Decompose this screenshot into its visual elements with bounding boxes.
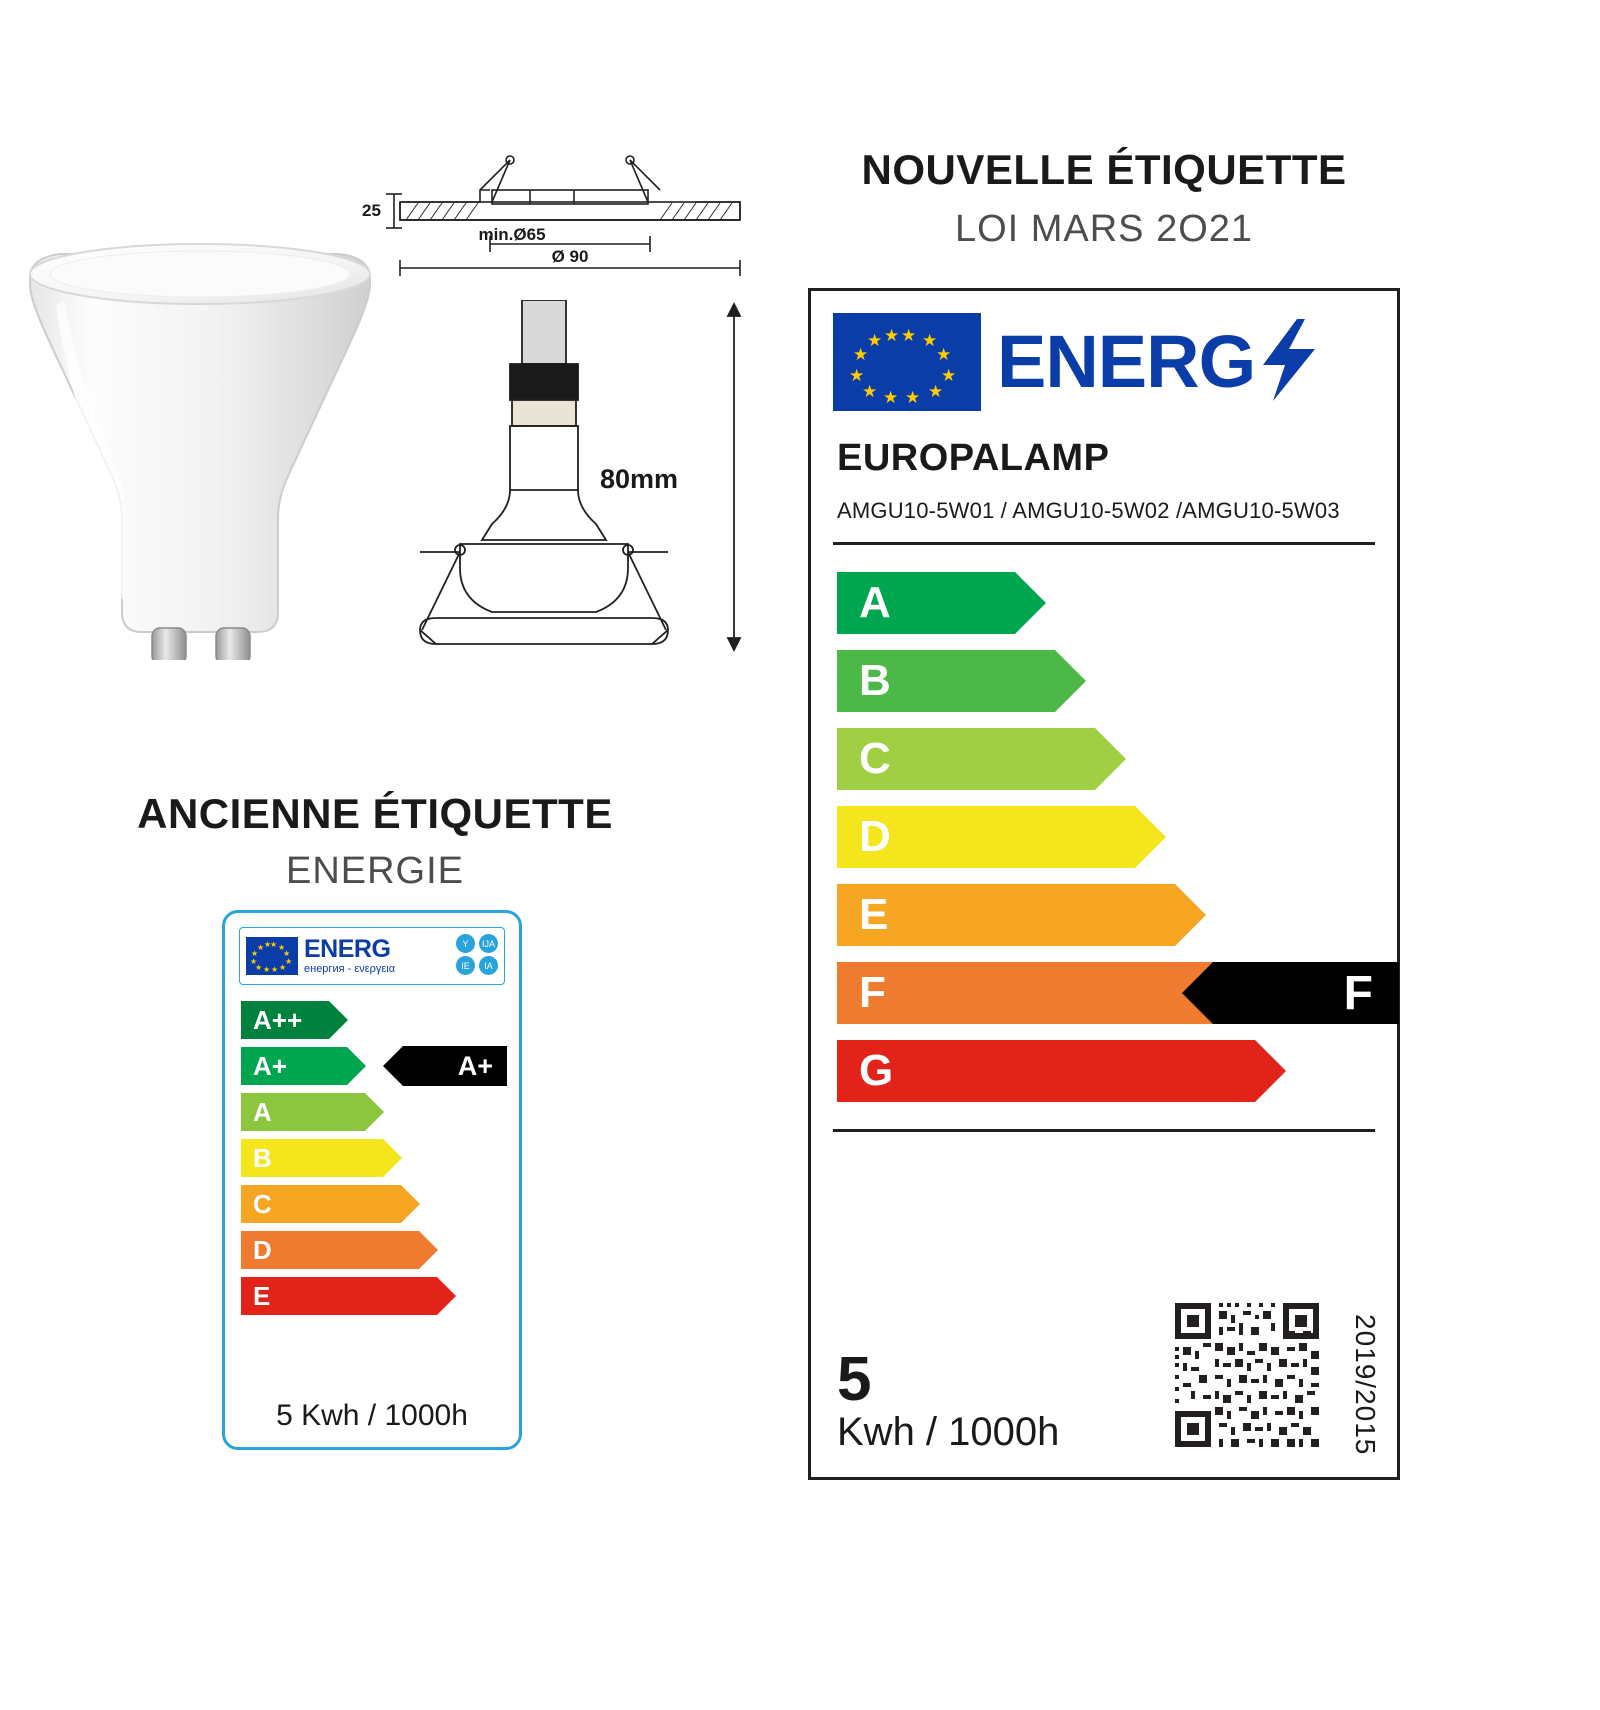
old-selected-class-letter: A+ <box>457 1050 493 1081</box>
class-row-b <box>837 645 1397 717</box>
old-badge-group <box>456 934 498 978</box>
eu-flag-icon: ★ ★ ★ ★ ★ ★ ★ ★ ★ ★ ★ ★ <box>833 313 981 411</box>
bulb-illustration <box>20 240 420 660</box>
old-class-row-b <box>241 1135 519 1181</box>
dim-height-label: 80mm <box>599 464 678 494</box>
dim-depth-label: 25 <box>362 201 381 220</box>
old-energy-class-scale <box>225 985 519 1319</box>
consumption-block <box>837 1345 1060 1455</box>
old-class-letter-b: B <box>253 1142 272 1173</box>
old-class-row-ap <box>241 1043 519 1089</box>
class-letter-e: E <box>859 890 889 939</box>
class-bar-f <box>837 962 1215 1024</box>
old-class-row-app <box>241 997 519 1043</box>
dimension-drawing-top <box>360 150 780 295</box>
old-class-row-a <box>241 1089 519 1135</box>
dimension-drawing-side <box>400 300 780 695</box>
badge-ija: IJA <box>479 934 498 953</box>
old-class-bar-d <box>241 1231 419 1269</box>
new-label-subtitle: LOI MARS 2O21 <box>954 208 1254 250</box>
class-letter-b: B <box>859 656 891 705</box>
energy-class-scale <box>811 545 1397 1107</box>
regulation-number: 2019/2015 <box>1350 1313 1381 1455</box>
class-row-d <box>837 801 1397 873</box>
model-numbers: AMGU10-5W01 / AMGU10-5W02 /AMGU10-5W03 <box>837 498 1340 523</box>
divider-bottom <box>833 1129 1375 1132</box>
class-bar-e <box>837 884 1175 946</box>
dim-cutout-label: min.Ø65 <box>478 225 546 244</box>
old-class-letter-ap: A+ <box>253 1050 287 1081</box>
new-label-title: NOUVELLE ÉTIQUETTE <box>861 146 1347 193</box>
selected-class-letter: F <box>1343 966 1373 1020</box>
old-class-letter-a: A <box>253 1096 272 1127</box>
old-class-bar-a <box>241 1093 365 1131</box>
qr-code-icon <box>1171 1299 1323 1451</box>
energ-header <box>811 291 1397 411</box>
old-class-letter-app: A++ <box>253 1004 303 1035</box>
old-class-letter-c: C <box>253 1188 272 1219</box>
old-label-subtitle: ENERGIE <box>285 850 465 892</box>
old-class-bar-app <box>241 1001 329 1039</box>
class-row-c <box>837 723 1397 795</box>
old-class-bar-e <box>241 1277 437 1315</box>
badge-ie: IE <box>456 956 475 975</box>
old-class-letter-d: D <box>253 1234 272 1265</box>
class-letter-c: C <box>859 734 891 783</box>
dim-outer-label: Ø 90 <box>551 247 589 266</box>
old-consumption-text: 5 Kwh / 1000h <box>276 1399 468 1432</box>
old-class-bar-b <box>241 1139 383 1177</box>
badge-ia: IA <box>479 956 498 975</box>
class-row-e <box>837 879 1397 951</box>
old-energy-label <box>222 910 522 1450</box>
class-row-g <box>837 1035 1397 1107</box>
selected-class-marker <box>1213 962 1399 1024</box>
class-letter-f: F <box>859 968 886 1017</box>
class-bar-b <box>837 650 1055 712</box>
old-energ-wordmark <box>304 937 395 975</box>
class-letter-a: A <box>859 578 891 627</box>
old-label-title: ANCIENNE ÉTIQUETTE <box>137 790 613 837</box>
badge-row-1 <box>456 934 498 953</box>
new-energy-label <box>808 288 1400 1480</box>
class-row-a <box>837 567 1397 639</box>
old-class-letter-e: E <box>253 1280 271 1311</box>
class-letter-g: G <box>859 1046 894 1095</box>
brand-name: EUROPALAMP <box>837 437 1110 479</box>
old-class-bar-ap <box>241 1047 347 1085</box>
old-energ-header <box>239 927 505 985</box>
eu-flag-icon-small: ★ ★ ★ ★ ★ ★ ★ ★ ★ ★ ★ ★ <box>246 937 298 975</box>
old-class-row-c <box>241 1181 519 1227</box>
old-selected-class-marker <box>403 1046 507 1086</box>
bolt-icon <box>1257 319 1319 406</box>
old-class-row-e <box>241 1273 519 1319</box>
class-letter-d: D <box>859 812 891 861</box>
old-class-bar-c <box>241 1185 401 1223</box>
class-bar-g <box>837 1040 1255 1102</box>
consumption-unit: Kwh / 1000h <box>837 1410 1060 1454</box>
badge-row-2 <box>456 956 498 975</box>
badge-y: Y <box>456 934 475 953</box>
old-class-row-d <box>241 1227 519 1273</box>
class-bar-c <box>837 728 1095 790</box>
old-energ-word: ENERG <box>304 935 391 963</box>
class-row-f <box>837 957 1397 1029</box>
class-bar-a <box>837 572 1015 634</box>
old-energ-subscript: енергия - ενεργεια <box>304 963 396 975</box>
class-bar-d <box>837 806 1135 868</box>
consumption-value: 5 <box>837 1345 872 1415</box>
energ-wordmark: ENERG <box>997 320 1256 403</box>
